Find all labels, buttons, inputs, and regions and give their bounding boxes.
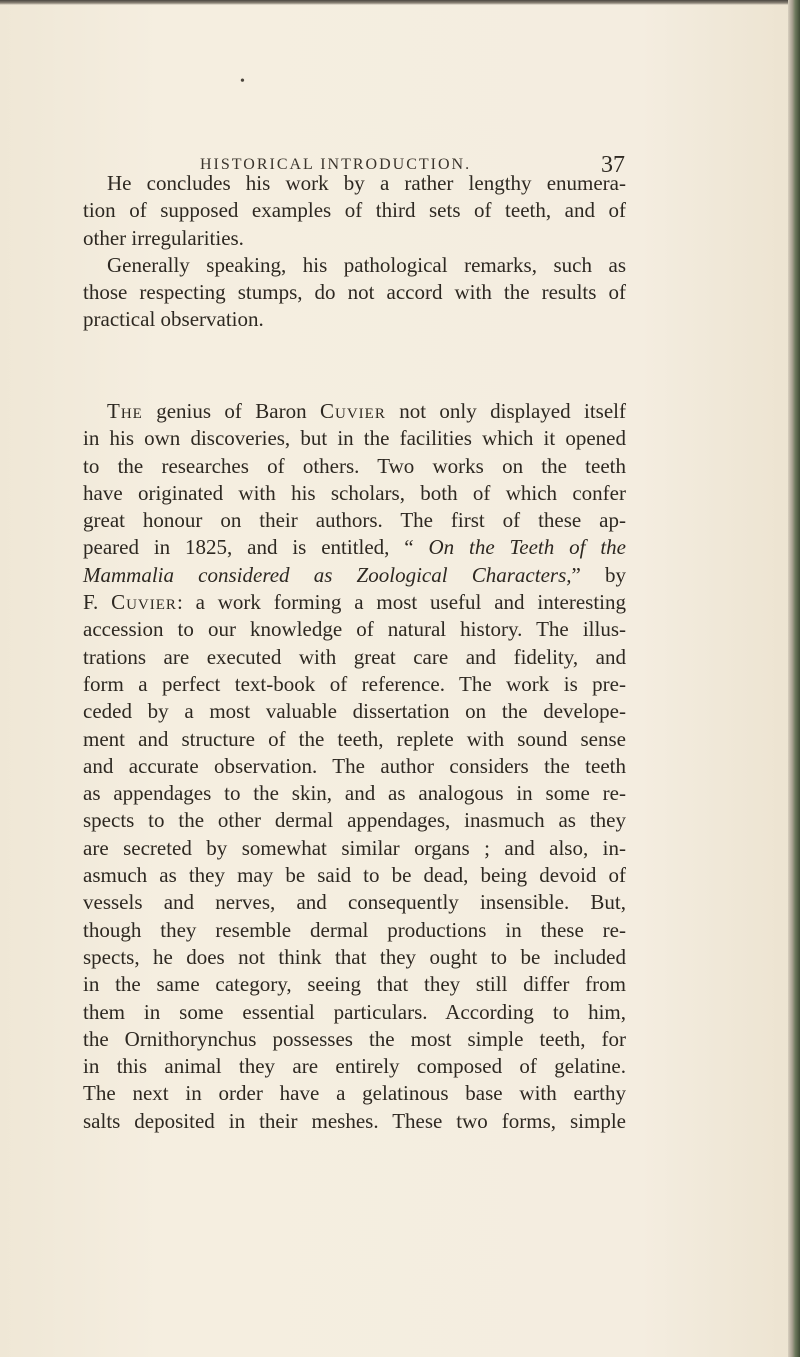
text-line: vessels and nerves, and consequently insensible. But, (83, 890, 626, 915)
text-line: ceded by a most valuable dissertation on the develope- (83, 699, 626, 724)
text-line: to the researches of others. Two works on the teeth (83, 453, 626, 478)
paragraph-2 (83, 398, 626, 1135)
text-line: spects to the other dermal appendages, inasmuch as they (83, 808, 626, 833)
text-line: other irregularities. (83, 225, 244, 250)
text-line: peared in 1825, and is entitled, “ On the Teeth of the (83, 535, 626, 560)
small-caps-word: The (107, 399, 143, 423)
text-line: in this animal they are entirely composed of gelatine. (83, 1054, 626, 1079)
text-line: tion of supposed examples of third sets of teeth, and of (83, 198, 626, 223)
text-line: He concludes his work by a rather lengthy enumera- (107, 171, 626, 195)
text-line: though they resemble dermal productions in these re- (83, 917, 626, 942)
text-line: salts deposited in their meshes. These two forms, simple (83, 1108, 626, 1133)
text-line: Mammalia considered as Zoological Characters,” by (83, 562, 626, 587)
text-line: those respecting stumps, do not accord with the results of (83, 280, 626, 305)
page-top-edge (0, 0, 800, 5)
text-line: asmuch as they may be said to be dead, being devoid of (83, 863, 626, 888)
text-line: the Ornithorynchus possesses the most simple teeth, for (83, 1026, 626, 1051)
author-name: Cuvier (111, 590, 177, 615)
text-line: Generally speaking, his pathological remarks, such as (107, 252, 626, 277)
text-line: in his own discoveries, but in the facilities which it opened (83, 426, 626, 451)
text-line: form a perfect text-book of reference. The work is pre- (83, 671, 626, 696)
text-line: great honour on their authors. The first of these ap- (83, 508, 626, 533)
page-binding-edge (788, 0, 800, 1357)
text-line: and accurate observation. The author considers the teeth (83, 753, 626, 778)
text-line: The genius of Baron Cuvier not only displayed itself (107, 399, 626, 423)
text-line: are secreted by somewhat similar organs ; and also, in- (83, 835, 626, 860)
book-title: On the Teeth of the (428, 535, 626, 560)
text-line: practical observation. (83, 307, 264, 332)
text-line: in the same category, seeing that they still differ from (83, 972, 626, 997)
page-number: 37 (601, 152, 625, 178)
paragraph-1 (83, 170, 626, 334)
text-line: spects, he does not think that they ought to be included (83, 944, 626, 969)
author-name: Cuvier (319, 399, 386, 423)
text-line: accession to our knowledge of natural history. The illus- (83, 617, 626, 642)
text-line: have originated with his scholars, both of which confer (83, 480, 626, 505)
text-line: ment and structure of the teeth, replete with sound sense (83, 726, 626, 751)
text-line: as appendages to the skin, and as analogous in some re- (83, 781, 626, 806)
running-head-title: HISTORICAL INTRODUCTION. (200, 156, 472, 173)
text-line: F. Cuvier: a work forming a most useful and interesting (83, 590, 627, 615)
book-title: Mammalia considered as Zoological Characters, (83, 562, 572, 587)
ornament-mark: • (240, 74, 245, 89)
text-line: trations are executed with great care and fidelity, and (83, 644, 626, 669)
text-line: The next in order have a gelatinous base with earthy (83, 1081, 626, 1106)
text-line: them in some essential particulars. According to him, (83, 999, 626, 1024)
